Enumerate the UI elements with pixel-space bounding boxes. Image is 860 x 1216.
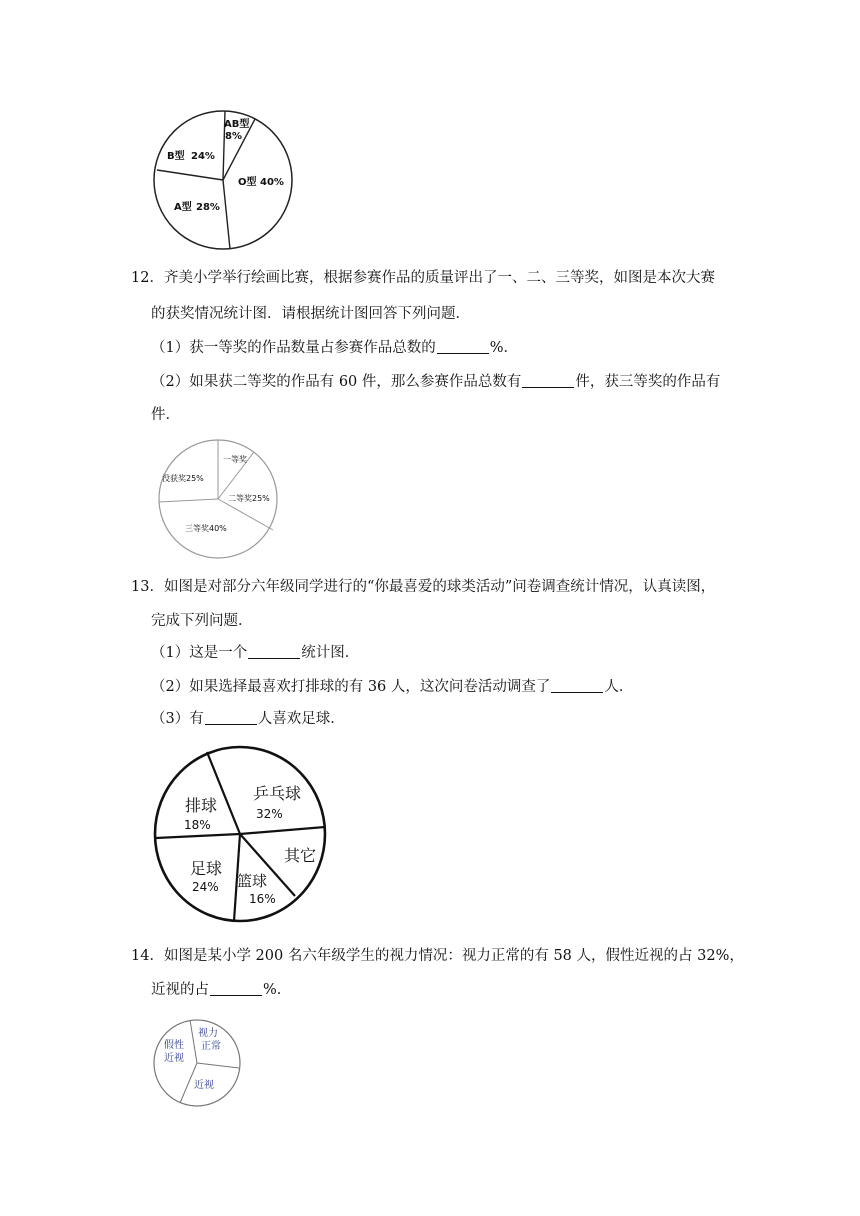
slice-pct-ab: 8%	[225, 131, 242, 142]
slice-label-myopia: 近视	[194, 1080, 214, 1091]
slice-pct-o: 40%	[260, 177, 284, 188]
slice-pct-b: 24%	[191, 151, 215, 162]
question-number: 13．	[131, 579, 164, 595]
slice-label-first: 一等奖	[223, 455, 247, 464]
answer-blank[interactable]	[522, 373, 574, 388]
question-12-sub2-end	[151, 405, 180, 425]
slice-label-second: 二等奖25%	[228, 494, 270, 503]
subquestion-text: 件，获三等奖的作品有	[575, 374, 721, 390]
subquestion-text: 统计图．	[301, 645, 360, 661]
question-text: 如图是某小学 200 名六年级学生的视力情况：视力正常的有 58 人，假性近视的占 32%，	[163, 948, 744, 964]
ball-sports-pie-chart	[152, 743, 334, 925]
slice-label-normal-2: 正常	[201, 1041, 221, 1052]
question-13-sub2	[151, 677, 633, 697]
slice-pct-basketball: 16%	[249, 892, 276, 906]
question-text: 近视的占	[151, 982, 209, 998]
slice-label-basketball: 篮球	[237, 872, 268, 890]
subquestion-text: （2）如果选择最喜欢打排球的有 36 人，这次问卷活动调查了	[151, 679, 551, 695]
subquestion-text: （2）如果获二等奖的作品有 60 件，那么参赛作品总数有	[151, 374, 522, 390]
subquestion-text: （1）这是一个	[151, 645, 248, 661]
subquestion-text: （1）获一等奖的作品数量占参赛作品总数的	[151, 340, 436, 356]
answer-blank[interactable]	[210, 981, 262, 996]
slice-label-pingpong: 乒乓球	[253, 784, 302, 803]
question-14-line1	[131, 946, 744, 966]
slice-pct-a: 28%	[196, 202, 220, 213]
subquestion-text: 人．	[604, 679, 634, 695]
question-14-line2	[151, 980, 291, 1000]
slice-label-a: A型	[174, 202, 192, 213]
slice-pct-volleyball: 18%	[184, 818, 211, 832]
slice-pct-pingpong: 32%	[256, 807, 283, 821]
answer-blank[interactable]	[437, 339, 489, 354]
question-text: 的获奖情况统计图．请根据统计图回答下列问题．	[151, 306, 470, 322]
question-text: 如图是对部分六年级同学进行的“你最喜爱的球类活动”问卷调查统计情况，认真读图，	[163, 579, 716, 595]
question-text: %．	[263, 982, 292, 998]
slice-label-o: O型	[238, 177, 257, 188]
slice-label-ab: AB型	[224, 119, 250, 130]
subquestion-text: 人喜欢足球．	[257, 711, 345, 727]
question-12-line2	[151, 304, 470, 324]
slice-label-third: 三等奖40%	[185, 524, 227, 533]
question-text: 完成下列问题．	[151, 613, 253, 629]
question-12-sub2	[151, 372, 720, 392]
subquestion-text: （3）有	[151, 711, 204, 727]
blood-type-pie-chart	[150, 108, 300, 253]
slice-pct-football: 24%	[192, 880, 219, 894]
slice-label-football: 足球	[190, 859, 223, 878]
awards-pie-chart	[155, 438, 283, 562]
answer-blank[interactable]	[205, 710, 257, 725]
slice-label-normal-1: 视力	[198, 1028, 218, 1039]
slice-label-pseudo-2: 近视	[164, 1053, 184, 1064]
subquestion-text: 件．	[151, 407, 180, 423]
slice-label-b: B型	[167, 151, 185, 162]
question-13-line2	[151, 611, 253, 631]
slice-label-volleyball: 排球	[185, 796, 218, 815]
question-text: 齐美小学举行绘画比赛，根据参赛作品的质量评出了一、二、三等奖，如图是本次大赛	[163, 270, 715, 286]
answer-blank[interactable]	[551, 678, 603, 693]
question-13-sub3	[151, 709, 345, 729]
slice-label-pseudo-1: 假性	[164, 1040, 184, 1051]
slice-label-other: 其它	[284, 846, 317, 865]
question-13-line1	[131, 577, 715, 597]
subquestion-text: %．	[489, 340, 519, 356]
question-12-line1	[131, 268, 715, 288]
question-13-sub1	[151, 643, 359, 663]
question-number: 12．	[131, 270, 164, 286]
vision-pie-chart	[152, 1016, 244, 1110]
answer-blank[interactable]	[248, 644, 300, 659]
question-12-sub1	[151, 338, 518, 358]
question-number: 14．	[131, 948, 164, 964]
slice-label-none: 没获奖25%	[162, 474, 204, 483]
